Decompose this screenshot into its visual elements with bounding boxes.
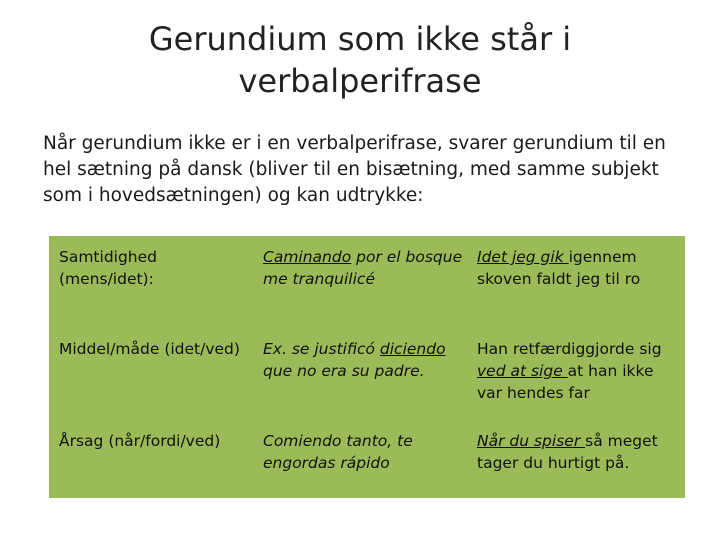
table-row-2-danish-rest: at han ikke var hendes far: [477, 362, 654, 402]
examples-table: [49, 236, 685, 498]
table-row-3-danish: [477, 430, 682, 474]
slide-title-line-1: Gerundium som ikke står i: [148, 20, 572, 58]
table-row-3-spanish: [263, 430, 468, 474]
intro-paragraph: Når gerundium ikke er i en verbalperifrase, svarer gerundium til en hel sætning på dansk (bliver til en bisætning, med samme subjekt som i hovedsætningen) og kan udtrykke:: [43, 133, 666, 206]
table-row-2-danish-lead: Han retfærdiggjorde sig: [477, 340, 662, 358]
table-row-2-spanish-lead: Ex. se justificó: [263, 340, 380, 358]
table-row-2-category: Middel/måde (idet/ved): [59, 340, 240, 358]
slide-title-line-2: verbalperifrase: [238, 62, 482, 100]
table-row-1-spanish-rest: por el bosque me tranquilicé: [263, 248, 463, 288]
table-row-3-danish-rest: så meget tager du hurtigt på.: [477, 432, 658, 472]
table-row-3-category: Årsag (når/fordi/ved): [59, 432, 221, 450]
slide-title: [0, 18, 720, 102]
table-row-2-spanish-gerund: diciendo: [379, 340, 446, 358]
table-row-1-spanish-gerund: Caminando: [263, 248, 352, 266]
table-row-1-danish: [477, 246, 682, 290]
table-row-1-category: Samtidighed (mens/idet):: [59, 248, 158, 288]
table-row-2-spanish: [263, 338, 468, 382]
table-row-2-danish-clause: ved at sige: [477, 362, 568, 380]
table-row-3-spanish-rest: Comiendo tanto, te engordas rápido: [263, 432, 413, 472]
table-row-1-danish-clause: Idet jeg gik: [477, 248, 569, 266]
table-row-1-danish-rest: igennem skoven faldt jeg til ro: [477, 248, 641, 288]
table-row-2-danish: [477, 338, 682, 404]
table-row-2-spanish-rest: que no era su padre.: [263, 362, 425, 380]
table-row-1-spanish: [263, 246, 468, 290]
table-row-3-danish-clause: Når du spiser: [477, 432, 586, 450]
